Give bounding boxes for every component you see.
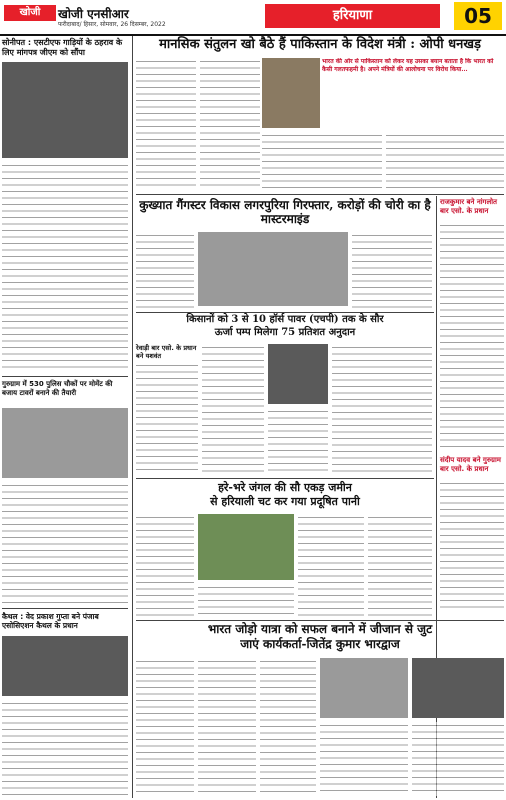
article-solar-col3 bbox=[332, 344, 432, 474]
article-rewari bbox=[136, 362, 198, 474]
article-bharat-jodo-col2 bbox=[198, 658, 256, 796]
photo-gangster bbox=[198, 232, 348, 306]
photo-solar bbox=[268, 344, 328, 404]
left-article-2 bbox=[2, 482, 128, 604]
subhead-rewari: रेवाड़ी बार एसो. के प्रधान बने यशवंत bbox=[136, 344, 197, 360]
article-forest-col3 bbox=[298, 514, 364, 616]
article-bharat-jodo-col5 bbox=[412, 722, 504, 796]
right-article-2 bbox=[440, 480, 504, 610]
article-dhankhar-col4 bbox=[386, 132, 504, 190]
divider bbox=[136, 194, 504, 195]
headline-solar-pump-2: ऊर्जा पम्प मिलेगा 75 प्रतिशत अनुदान bbox=[214, 327, 356, 338]
article-solar-col2 bbox=[268, 408, 328, 474]
article-dhankhar-col1 bbox=[136, 58, 196, 190]
headline-bharat-jodo-2: जाएं कार्यकर्ता-जितेंद्र कुमार भारद्वाज bbox=[240, 637, 400, 651]
article-bharat-jodo-col1 bbox=[136, 658, 194, 796]
divider bbox=[2, 376, 128, 377]
right-article-1 bbox=[440, 222, 504, 452]
dateline: फरीदाबाद/ हिसार, सोमवार, 26 दिसम्बर, 2022 bbox=[58, 21, 166, 28]
page-number: 05 bbox=[454, 2, 502, 30]
divider bbox=[2, 608, 128, 609]
column-rule bbox=[132, 36, 133, 798]
article-solar-col1 bbox=[202, 344, 264, 474]
article-bharat-jodo-col3 bbox=[260, 658, 316, 796]
left-headline-2: गुरुग्राम में 530 पुलिस चौकों पर मोमेंट की बजाय टावरों बनाने की तैयारी bbox=[2, 380, 113, 397]
section-title: हरियाणा bbox=[265, 4, 440, 28]
photo-forest bbox=[198, 514, 294, 580]
headline-dhankhar: मानसिक संतुलन खो बैठे हैं पाकिस्तान के विदेश मंत्री : ओपी धनखड़ bbox=[159, 37, 481, 52]
article-forest-col1 bbox=[136, 514, 194, 616]
quote-dhankhar: भारत की ओर से पाकिस्तान को लेकर यह उसका बयान बताता है कि भारत को कैसी गलतफहमी है। अपने मंत्रियों की आलोचना पर विरोध किया... bbox=[322, 58, 494, 73]
right-headline-1: राजकुमार बने नांगलोत बार एसो. के प्रधान bbox=[440, 198, 498, 215]
photo-dhankhar bbox=[262, 58, 320, 128]
photo-bharat-jodo-1 bbox=[320, 658, 408, 718]
brand-name: खोजी एनसीआर bbox=[58, 7, 129, 21]
left-photo-2 bbox=[2, 408, 128, 478]
left-article-3 bbox=[2, 700, 128, 796]
article-forest-col2 bbox=[198, 584, 294, 616]
left-headline-1: सोनीपत : एसटीएफ गाड़ियों के ठहराव के लिए मांगपत्र जीएम को सौंपा bbox=[2, 38, 123, 57]
article-dhankhar-col3 bbox=[262, 132, 382, 190]
left-photo-1 bbox=[2, 62, 128, 158]
left-article-1 bbox=[2, 162, 128, 372]
article-dhankhar-col2 bbox=[200, 58, 260, 190]
divider bbox=[136, 478, 434, 479]
article-gangster-col2 bbox=[352, 232, 432, 310]
headline-forest-2: से हरियाली चट कर गया प्रदूषित पानी bbox=[210, 495, 360, 508]
photo-bharat-jodo-2 bbox=[412, 658, 504, 718]
headline-bharat-jodo-1: भारत जोड़ो यात्रा को सफल बनाने में जीजान से जुट bbox=[207, 622, 433, 636]
newspaper-logo: खोजी bbox=[4, 5, 56, 21]
left-headline-3: कैथल : वेद प्रकाश गुप्ता बने पंजाब एसोसिएशन कैथल के प्रधान bbox=[2, 612, 99, 630]
headline-forest-1: हरे-भरे जंगल की सौ एकड़ जमीन bbox=[218, 481, 352, 494]
divider bbox=[136, 620, 504, 621]
right-headline-2: संदीप यादव बने गुरुग्राम बार एसो. के प्रधान bbox=[440, 456, 501, 473]
divider bbox=[136, 312, 434, 313]
left-column bbox=[2, 36, 130, 798]
article-bharat-jodo-col4 bbox=[320, 722, 408, 796]
article-forest-col4 bbox=[368, 514, 432, 616]
article-gangster-col1 bbox=[136, 232, 194, 310]
left-photo-3 bbox=[2, 636, 128, 696]
headline-solar-pump-1: किसानों को 3 से 10 हॉर्स पावर (एचपी) तक के सौर bbox=[186, 314, 384, 325]
headline-gangster: कुख्यात गैंगस्टर विकास लगरपुरिया गिरफ्तार, करोड़ों की चोरी का है मास्टरमाइंड bbox=[139, 198, 431, 226]
